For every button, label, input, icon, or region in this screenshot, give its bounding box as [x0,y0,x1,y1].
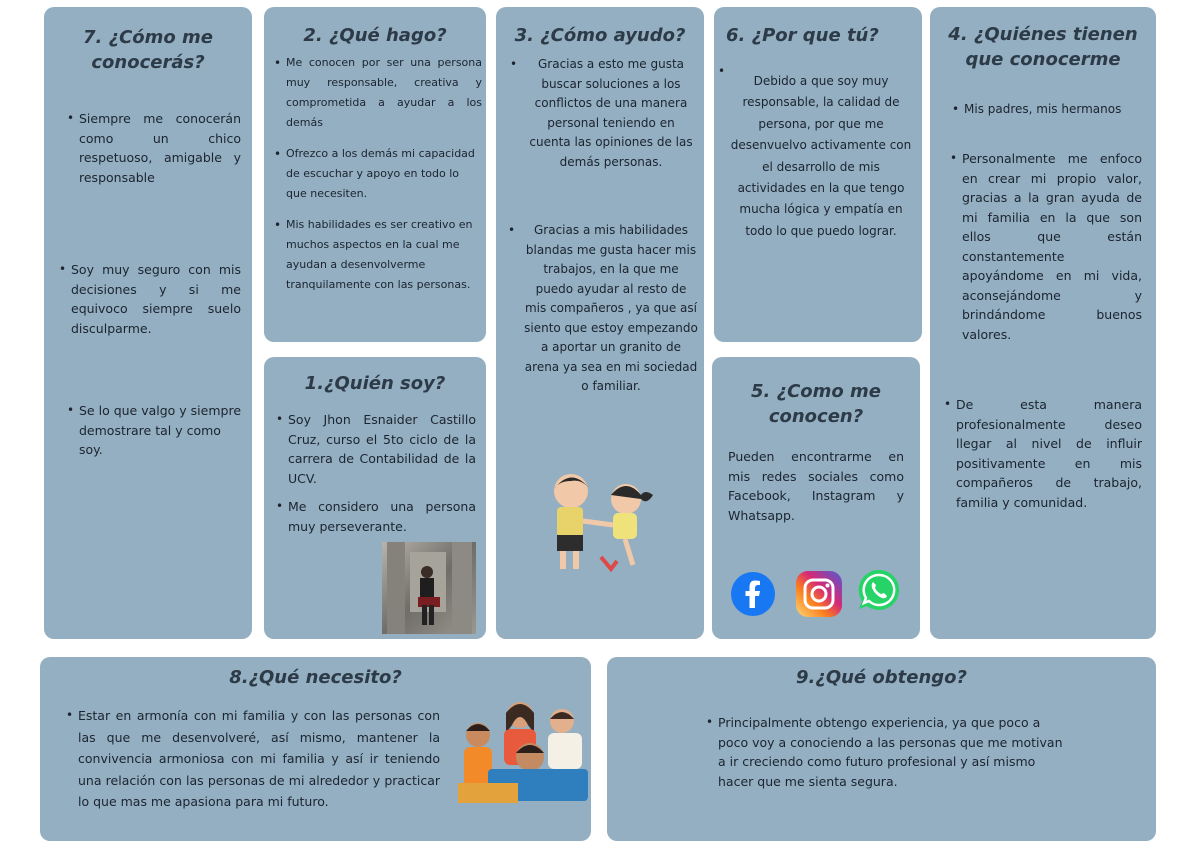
instagram-icon[interactable] [794,569,844,619]
list-item: • Me considero una persona muy perseverante. [276,499,476,534]
card-title: 3. ¿Cómo ayudo? [514,25,686,46]
card-title: 1.¿Quién soy? [304,373,446,394]
card-que-necesito [40,657,591,841]
list-item: • Estar en armonía con mi familia y con las personas con las que me desenvolveré, así mismo, mantener la convivencia armoniosa con mi familia y así ir teniendo una relación con las personas de mi alrededor y practicar lo que mas me apasiona para mi futuro. [66,708,440,809]
card-title: 9.¿Qué obtengo? [796,667,967,688]
profile-photo [382,542,476,634]
family-illustration [458,695,590,803]
children-illustration [541,469,661,579]
card-title: 5. ¿Como me conocen? [751,381,881,427]
list-item: • De esta manera profesionalmente deseo llegar al nivel de influir positivamente en mis compañeros de trabajo, familia y comunidad. [944,397,1142,510]
card-title: 6. ¿Por que tú? [726,25,879,46]
list-item: • Principalmente obtengo experiencia, ya que poco a poco voy a conociendo a las personas que me motivan a ir creciendo como futuro profesional y así mismo hacer que me sienta segura. [706,715,1063,789]
list-item: • Mis padres, mis hermanos [952,102,1122,116]
list-item: • Siempre me conocerán como un chico respetuoso, amigable y responsable [67,111,241,185]
card-que-hago [264,7,486,342]
list-item: • Gracias a esto me gusta buscar soluciones a los conflictos de una manera personal teniendo en cuenta las opiniones de las demás personas. [510,57,693,169]
facebook-icon[interactable] [730,571,776,617]
list-item: • Debido a que soy muy responsable, la calidad de persona, por que me desenvuelvo activamente con el desarrollo de mis actividades en la que tengo mucha lógica y empatía en todo lo que puedo lograr. [718,64,912,238]
list-item: • Se lo que valgo y siempre demostrare tal y como soy. [67,403,242,457]
social-icons [730,567,910,619]
list-item: • Soy muy seguro con mis decisiones y si me equivoco siempre suelo disculparme. [59,262,241,336]
card-title: 7. ¿Cómo me conocerás? [83,27,213,73]
card-title: 4. ¿Quiénes tienen que conocerme [948,24,1138,70]
list-item: • Mis habilidades es ser creativo en muchos aspectos en la cual me ayudan a desenvolverme tranquilamente con las personas. [274,218,473,291]
card-como-me-conocen [712,357,920,639]
list-item: • Gracias a mis habilidades blandas me gusta hacer mis trabajos, en la que me puedo ayudar al resto de mis compañeros , ya que así siento que estoy empezando a aportar un granito de arena ya sea en mi sociedad o familiar. [508,223,698,393]
card-como-me-conoceras [44,7,252,639]
whatsapp-icon[interactable] [856,567,902,613]
card-title: 2. ¿Qué hago? [303,25,447,46]
list-item: • Me conocen por ser una persona muy responsable, creativa y comprometida a ayudar a los demás [274,56,482,129]
person-photo-icon [382,542,476,634]
card-text: Pueden encontrarme en mis redes sociales como Facebook, Instagram y Whatsapp. [728,449,904,523]
card-como-ayudo [496,7,704,639]
list-item: • Soy Jhon Esnaider Castillo Cruz, curso el 5to ciclo de la carrera de Contabilidad de la UCV. [276,412,476,486]
card-que-obtengo [607,657,1156,841]
card-title: 8.¿Qué necesito? [229,667,402,688]
card-quienes-tienen-que-conocerme [930,7,1156,639]
list-item: • Ofrezco a los demás mi capacidad de escuchar y apoyo en todo lo que necesiten. [274,147,475,200]
list-item: • Personalmente me enfoco en crear mi propio valor, gracias a la gran ayuda de mi familia en la que son ellos que están constantemente apoyándome en mi vida, aconsejándome y brindándome buenos valores. [950,151,1142,342]
card-por-que-tu [714,7,922,342]
card-quien-soy [264,357,486,639]
